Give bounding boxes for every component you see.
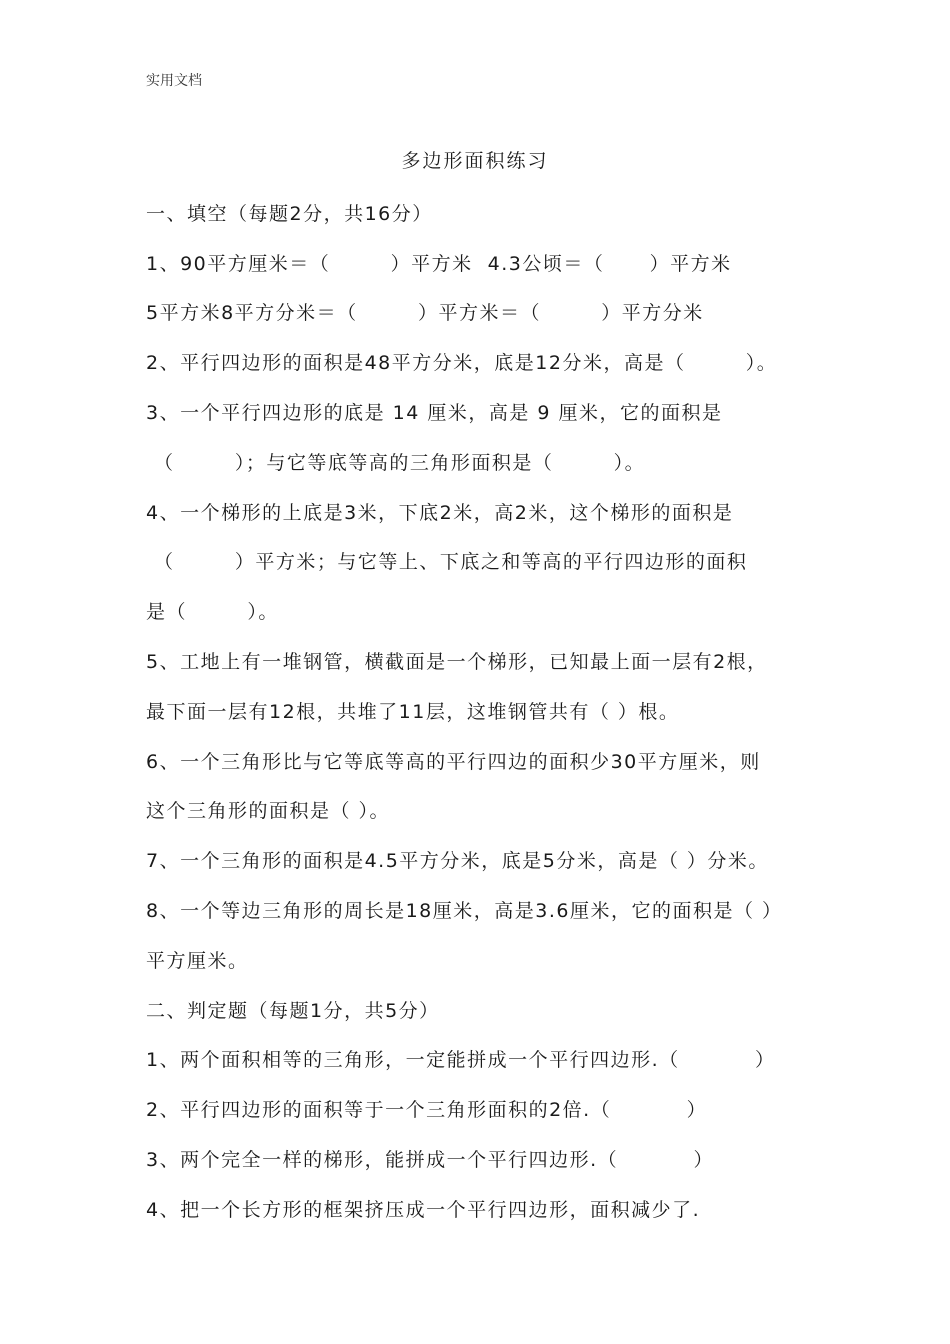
question-line: 4、一个梯形的上底是3米，下底2米，高2米，这个梯形的面积是 [146,502,734,524]
question-line: 平方厘米。 [146,950,249,972]
question-line: 3、两个完全一样的梯形，能拼成一个平行四边形.（ ） [146,1149,715,1171]
question-line: （ ）；与它等底等高的三角形面积是（ ）。 [154,452,646,474]
question-line: 7、一个三角形的面积是4.5平方分米，底是5分米，高是（ ）分米。 [146,850,769,872]
question-line: 8、一个等边三角形的周长是18厘米，高是3.6厘米，它的面积是（ ） [146,900,783,922]
section-heading-fill-blank: 一、填空（每题2分，共16分） [146,203,433,225]
question-line: 最下面一层有12根，共堆了11层，这堆钢管共有（ ）根。 [146,701,680,723]
question-line: 1、90平方厘米＝（ ）平方米 4.3公顷＝（ ）平方米 [146,253,732,275]
question-line: 2、平行四边形的面积是48平方分米，底是12分米，高是（ ）。 [146,352,778,374]
document-header: 实用文档 [146,73,202,89]
question-line: 6、一个三角形比与它等底等高的平行四边的面积少30平方厘米，则 [146,751,761,773]
question-line: 5、工地上有一堆钢管，横截面是一个梯形，已知最上面一层有2根， [146,651,768,673]
question-line: 2、平行四边形的面积等于一个三角形面积的2倍.（ ） [146,1099,708,1121]
section-heading-true-false: 二、判定题（每题1分，共5分） [146,1000,440,1022]
page-title: 多边形面积练习 [401,150,549,172]
question-line: 是（ ）。 [146,601,279,623]
question-line: 3、一个平行四边形的底是 14 厘米，高是 9 厘米，它的面积是 [146,402,723,424]
question-line: 5平方米8平方分米＝（ ）平方米＝（ ）平方分米 [146,302,704,324]
question-line: 4、把一个长方形的框架挤压成一个平行四边形，面积减少了. [146,1199,701,1221]
question-line: 1、两个面积相等的三角形，一定能拼成一个平行四边形.（ ） [146,1049,776,1071]
question-line: 这个三角形的面积是（ ）。 [146,800,391,822]
question-line: （ ）平方米；与它等上、下底之和等高的平行四边形的面积 [154,551,748,573]
